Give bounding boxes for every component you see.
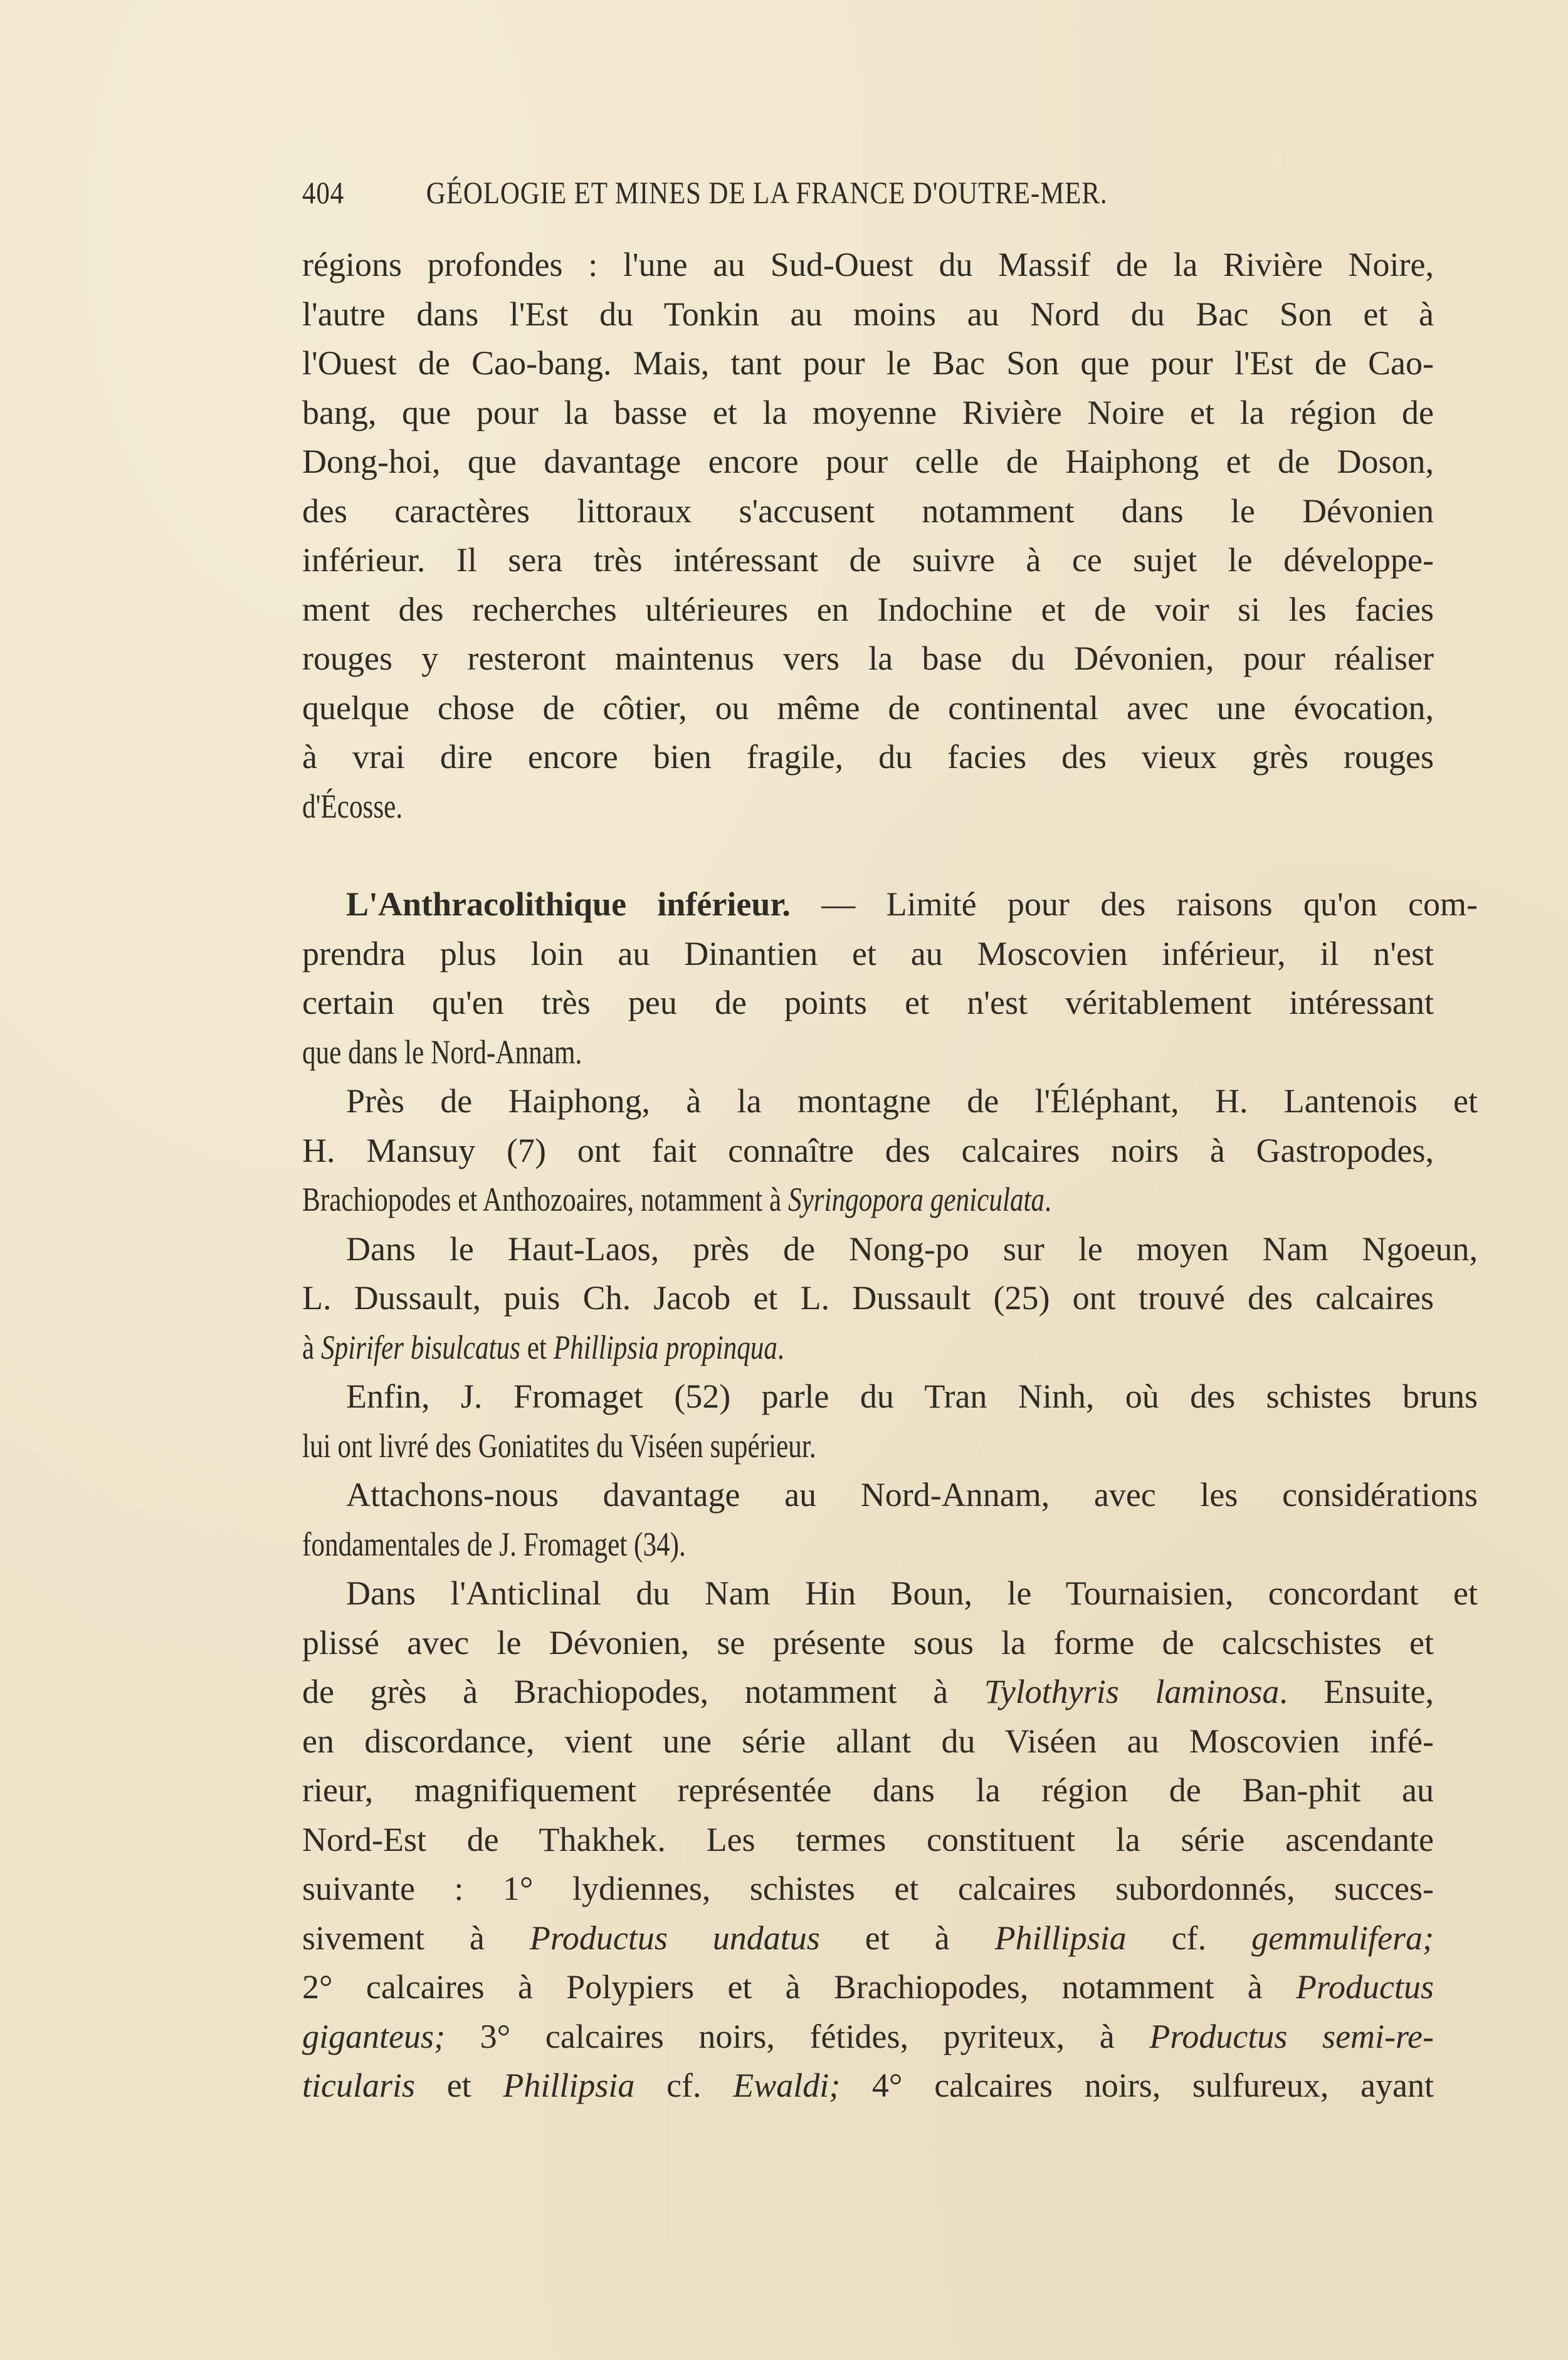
taxon-name: Syringopora geniculata — [787, 1181, 1045, 1218]
text-line: bang, que pour la basse et la moyenne Rivière Noire et la région de — [302, 393, 1434, 431]
taxon-name: Spirifer bisulcatus — [320, 1328, 520, 1366]
paragraph — [302, 1470, 1478, 1569]
text-line: fondamentales de J. Fromaget (34). — [302, 1525, 686, 1563]
text-line: inférieur. Il sera très intéressant de suivre à ce sujet le développe- — [302, 541, 1434, 579]
text-line: Nord-Est de Thakhek. Les termes constituent la série ascendante — [302, 1820, 1434, 1858]
paragraph — [302, 1225, 1478, 1372]
paragraph — [302, 1077, 1478, 1225]
body-text — [302, 240, 1478, 2110]
taxon-name: Ewaldi; — [733, 2067, 841, 2104]
taxon-name: Phillipsia propinqua — [553, 1328, 777, 1366]
taxon-name: Productus undatus — [529, 1919, 820, 1957]
text-line: en discordance, vient une série allant du Viséen au Moscovien infé- — [302, 1722, 1434, 1760]
taxon-name: Tylothyris laminosa — [984, 1673, 1280, 1710]
text-line: Attachons-nous davantage au Nord-Annam, avec les considérations — [346, 1476, 1478, 1514]
running-header — [302, 174, 1275, 218]
paragraph — [302, 1372, 1478, 1470]
taxon-name: Productus — [1296, 1968, 1434, 2006]
page-number: 404 — [302, 175, 345, 210]
running-title: GÉOLOGIE ET MINES DE LA FRANCE D'OUTRE-MER. — [426, 175, 1108, 210]
text-line: Près de Haiphong, à la montagne de l'Éléphant, H. Lantenois et — [346, 1082, 1478, 1120]
text-line: rieur, magnifiquement représentée dans la région de Ban-phit au — [302, 1771, 1434, 1809]
text-line: Dans l'Anticlinal du Nam Hin Boun, le Tournaisien, concordant et — [346, 1574, 1478, 1612]
taxon-name: Phillipsia — [994, 1919, 1127, 1957]
text-line: ticularis et Phillipsia cf. Ewaldi; 4° calcaires noirs, sulfureux, ayant — [302, 2067, 1434, 2104]
text-line: sivement à Productus undatus et à Phillipsia cf. gemmulifera; — [302, 1919, 1434, 1957]
text-line: suivante : 1° lydiennes, schistes et calcaires subordonnés, succes- — [302, 1870, 1434, 1907]
text-line: Dans le Haut-Laos, près de Nong-po sur le moyen Nam Ngoeun, — [346, 1230, 1478, 1268]
text-line: rouges y resteront maintenus vers la base du Dévonien, pour réaliser — [302, 640, 1434, 677]
text-line: H. Mansuy (7) ont fait connaître des calcaires noirs à Gastropodes, — [302, 1131, 1434, 1169]
text-line: quelque chose de côtier, ou même de continental avec une évocation, — [302, 688, 1434, 727]
text-line: l'autre dans l'Est du Tonkin au moins au Nord du Bac Son et à — [302, 295, 1434, 333]
text-line: plissé avec le Dévonien, se présente sous la forme de calcschistes et — [302, 1623, 1434, 1662]
text-line: à Spirifer bisulcatus et Phillipsia propinqua. — [302, 1328, 784, 1366]
taxon-name: Productus semi-re- — [1149, 2017, 1434, 2055]
text-line: L. Dussault, puis Ch. Jacob et L. Dussault (25) ont trouvé des calcaires — [302, 1279, 1434, 1317]
text-line: d'Écosse. — [302, 787, 403, 825]
text-line: 2° calcaires à Polypiers et à Brachiopodes, notamment à Productus — [302, 1968, 1434, 2006]
text-line: de grès à Brachiopodes, notamment à Tylothyris laminosa. Ensuite, — [302, 1673, 1434, 1710]
text-line: ment des recherches ultérieures en Indochine et de voir si les facies — [302, 590, 1434, 628]
text-line: certain qu'en très peu de points et n'est véritablement intéressant — [302, 984, 1434, 1021]
taxon-name: giganteus; — [302, 2017, 445, 2055]
paragraph — [302, 1569, 1478, 2110]
text-line: l'Ouest de Cao-bang. Mais, tant pour le Bac Son que pour l'Est de Cao- — [302, 344, 1434, 382]
text-line: prendra plus loin au Dinantien et au Moscovien inférieur, il n'est — [302, 934, 1434, 972]
text-line: Enfin, J. Fromaget (52) parle du Tran Ninh, où des schistes bruns — [346, 1378, 1478, 1415]
text-line: giganteus; 3° calcaires noirs, fétides, pyriteux, à Productus semi-re- — [302, 2017, 1434, 2055]
text-line: régions profondes : l'une au Sud-Ouest du Massif de la Rivière Noire, — [302, 246, 1434, 283]
taxon-name: ticularis — [302, 2067, 416, 2104]
text-line: à vrai dire encore bien fragile, du facies des vieux grès rouges — [302, 738, 1434, 776]
text-line: L'Anthracolithique inférieur. — Limité pour des raisons qu'on com- — [346, 885, 1478, 923]
text-line: Brachiopodes et Anthozoaires, notamment à Syringopora geniculata. — [302, 1181, 1051, 1218]
taxon-name: Phillipsia — [503, 2067, 635, 2104]
section-paragraph — [302, 880, 1478, 1077]
section-gap — [302, 831, 1434, 880]
text-line: lui ont livré des Goniatites du Viséen supérieur. — [302, 1426, 816, 1465]
section-heading: L'Anthracolithique inférieur. — [346, 885, 791, 923]
text-line: des caractères littoraux s'accusent notamment dans le Dévonien — [302, 492, 1434, 530]
taxon-name: gemmulifera; — [1251, 1919, 1434, 1957]
text-line: que dans le Nord-Annam. — [302, 1033, 582, 1071]
text-line: Dong-hoi, que davantage encore pour celle de Haiphong et de Doson, — [302, 443, 1434, 480]
paragraph — [302, 240, 1434, 831]
